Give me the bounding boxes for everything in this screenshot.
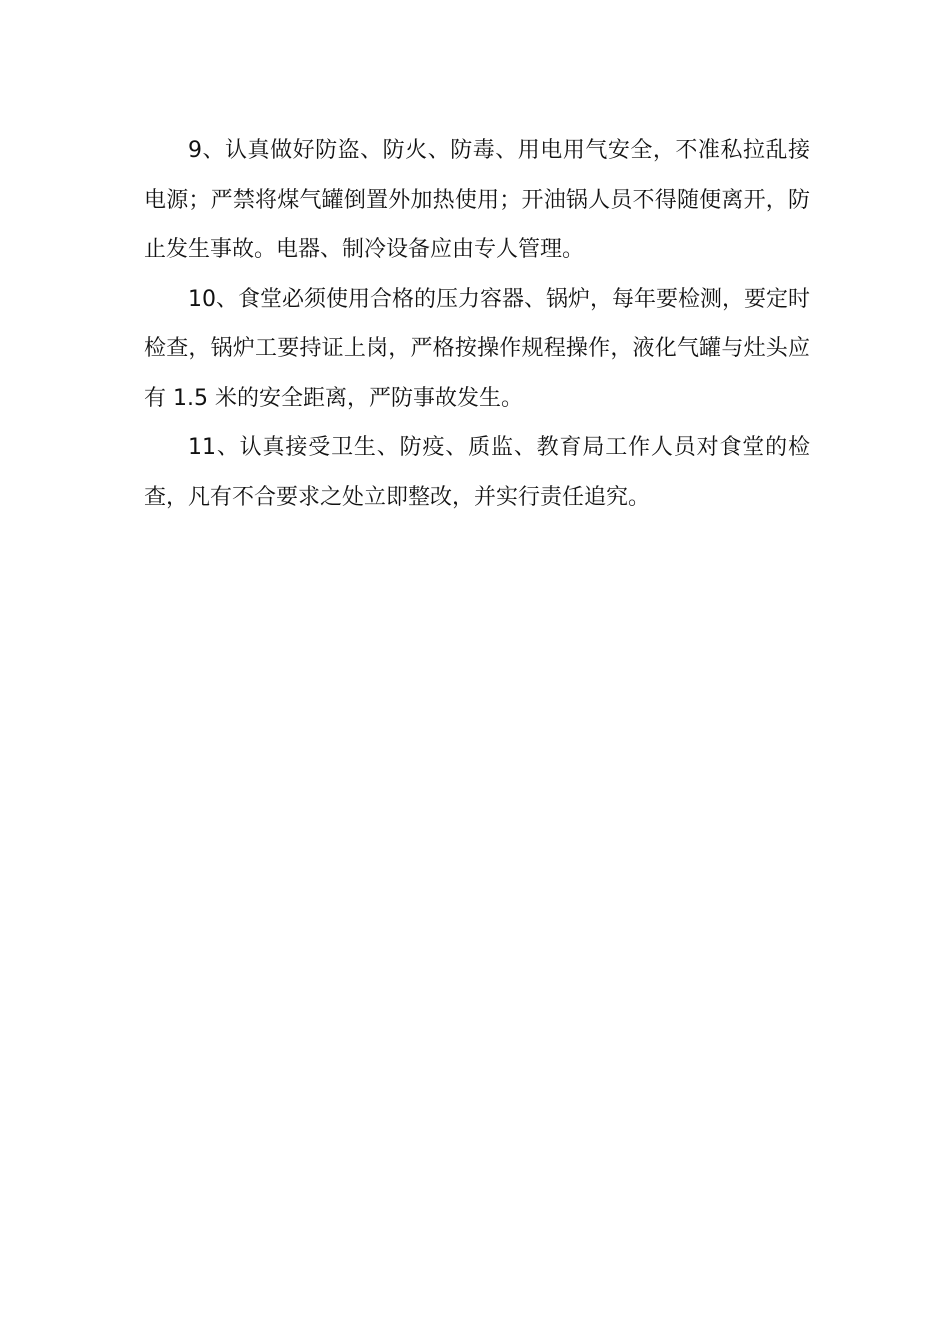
paragraph-item-9: 9、认真做好防盗、防火、防毒、用电用气安全，不准私拉乱接电源；严禁将煤气罐倒置外加热使用；开油锅人员不得随便离开，防止发生事故。电器、制冷设备应由专人管理。	[144, 138, 810, 262]
paragraph-item-10: 10、食堂必须使用合格的压力容器、锅炉，每年要检测，要定时检查，锅炉工要持证上岗，严格按操作规程操作，液化气罐与灶头应有 1.5 米的安全距离，严防事故发生。	[144, 286, 810, 411]
document-body	[144, 126, 810, 522]
paragraph-item-11: 11、认真接受卫生、防疫、质监、教育局工作人员对食堂的检查，凡有不合要求之处立即整改，并实行责任追究。	[144, 435, 810, 510]
